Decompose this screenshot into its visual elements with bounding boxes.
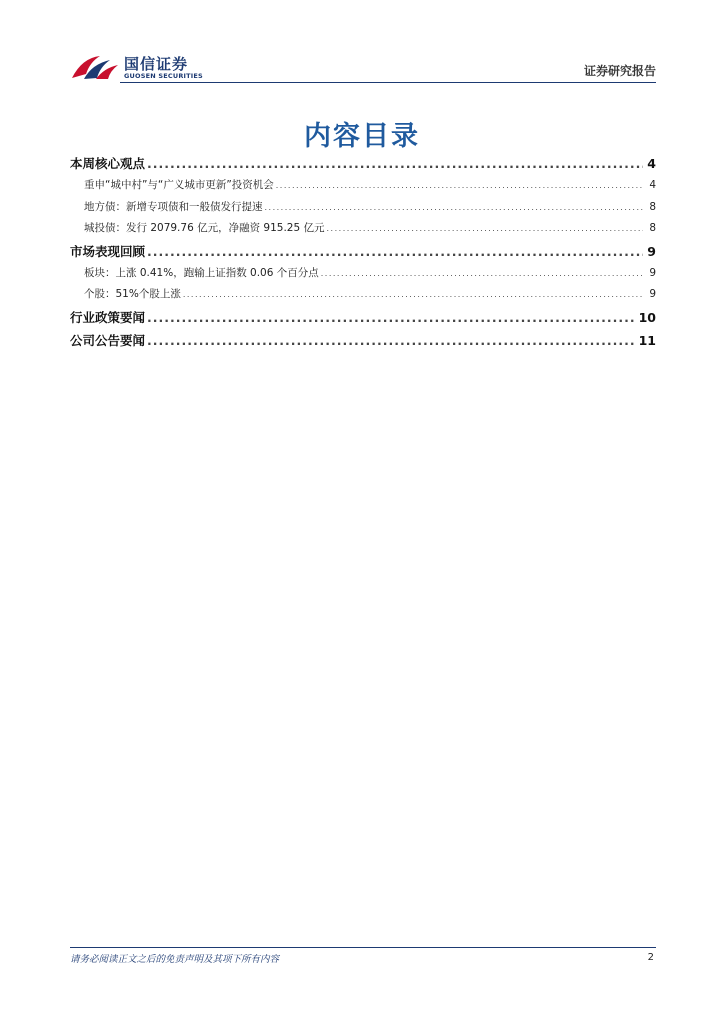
toc-entry[interactable] [70,286,656,308]
toc-leader-dots [327,224,643,233]
toc-entry[interactable] [70,199,656,221]
toc-entry[interactable] [70,331,656,354]
toc-entry-page: 8 [649,222,656,234]
toc-entry-text: 地方债：新增专项债和一般债发行提速 [84,200,263,213]
toc-entry-text: 行业政策要闻 [70,309,146,325]
guosen-logo-icon [70,52,120,82]
toc-leader-dots [147,310,636,325]
toc-leader-dots [147,333,636,348]
page-header [70,50,656,86]
toc-entry[interactable] [70,154,656,177]
toc-entry-page: 9 [649,266,656,279]
logo-english-name: GUOSEN SECURITIES [124,72,203,80]
toc-entry[interactable] [70,308,656,331]
page-number: 2 [647,952,654,963]
toc-leader-dots [321,269,643,278]
toc-title: 内容目录 [304,121,420,152]
toc-entry[interactable] [70,177,656,199]
guosen-logo [70,50,230,86]
toc-entry-page: 10 [638,309,656,325]
disclaimer-text: 请务必阅读正文之后的免责声明及其项下所有内容 [70,954,280,965]
toc-entry-text: 公司公告要闻 [70,332,146,348]
footer-divider [70,947,656,948]
toc-entry-page: 9 [647,243,656,259]
logo-chinese-name: 国信证券 [124,55,189,73]
toc-entry-page: 8 [649,200,656,213]
toc-entry-text: 个股：51%个股上涨 [84,288,181,300]
toc-entry[interactable] [70,242,656,265]
toc-leader-dots [265,203,644,212]
toc-entry-text: 市场表现回顾 [70,243,146,259]
toc-entry-page: 4 [647,156,656,171]
toc-entry-text: 板块：上涨 0.41%，跑输上证指数 0.06 个百分点 [84,266,319,279]
toc-entry-text: 重申“城中村”与“广义城市更新”投资机会 [84,179,274,191]
toc-entry[interactable] [70,220,656,242]
toc-leader-dots [183,290,643,299]
toc-entry-text: 城投债：发行 2079.76 亿元，净融资 915.25 亿元 [84,222,325,234]
table-of-contents [70,154,656,354]
toc-leader-dots [147,244,643,259]
toc-entry-page: 4 [649,179,656,191]
header-divider [120,82,656,83]
toc-entry[interactable] [70,265,656,287]
toc-leader-dots [276,181,643,190]
toc-entry-page: 11 [638,332,656,348]
toc-entry-text: 本周核心观点 [70,156,146,171]
toc-leader-dots [147,156,643,171]
toc-entry-page: 9 [649,288,656,300]
report-type-label: 证券研究报告 [583,64,656,78]
